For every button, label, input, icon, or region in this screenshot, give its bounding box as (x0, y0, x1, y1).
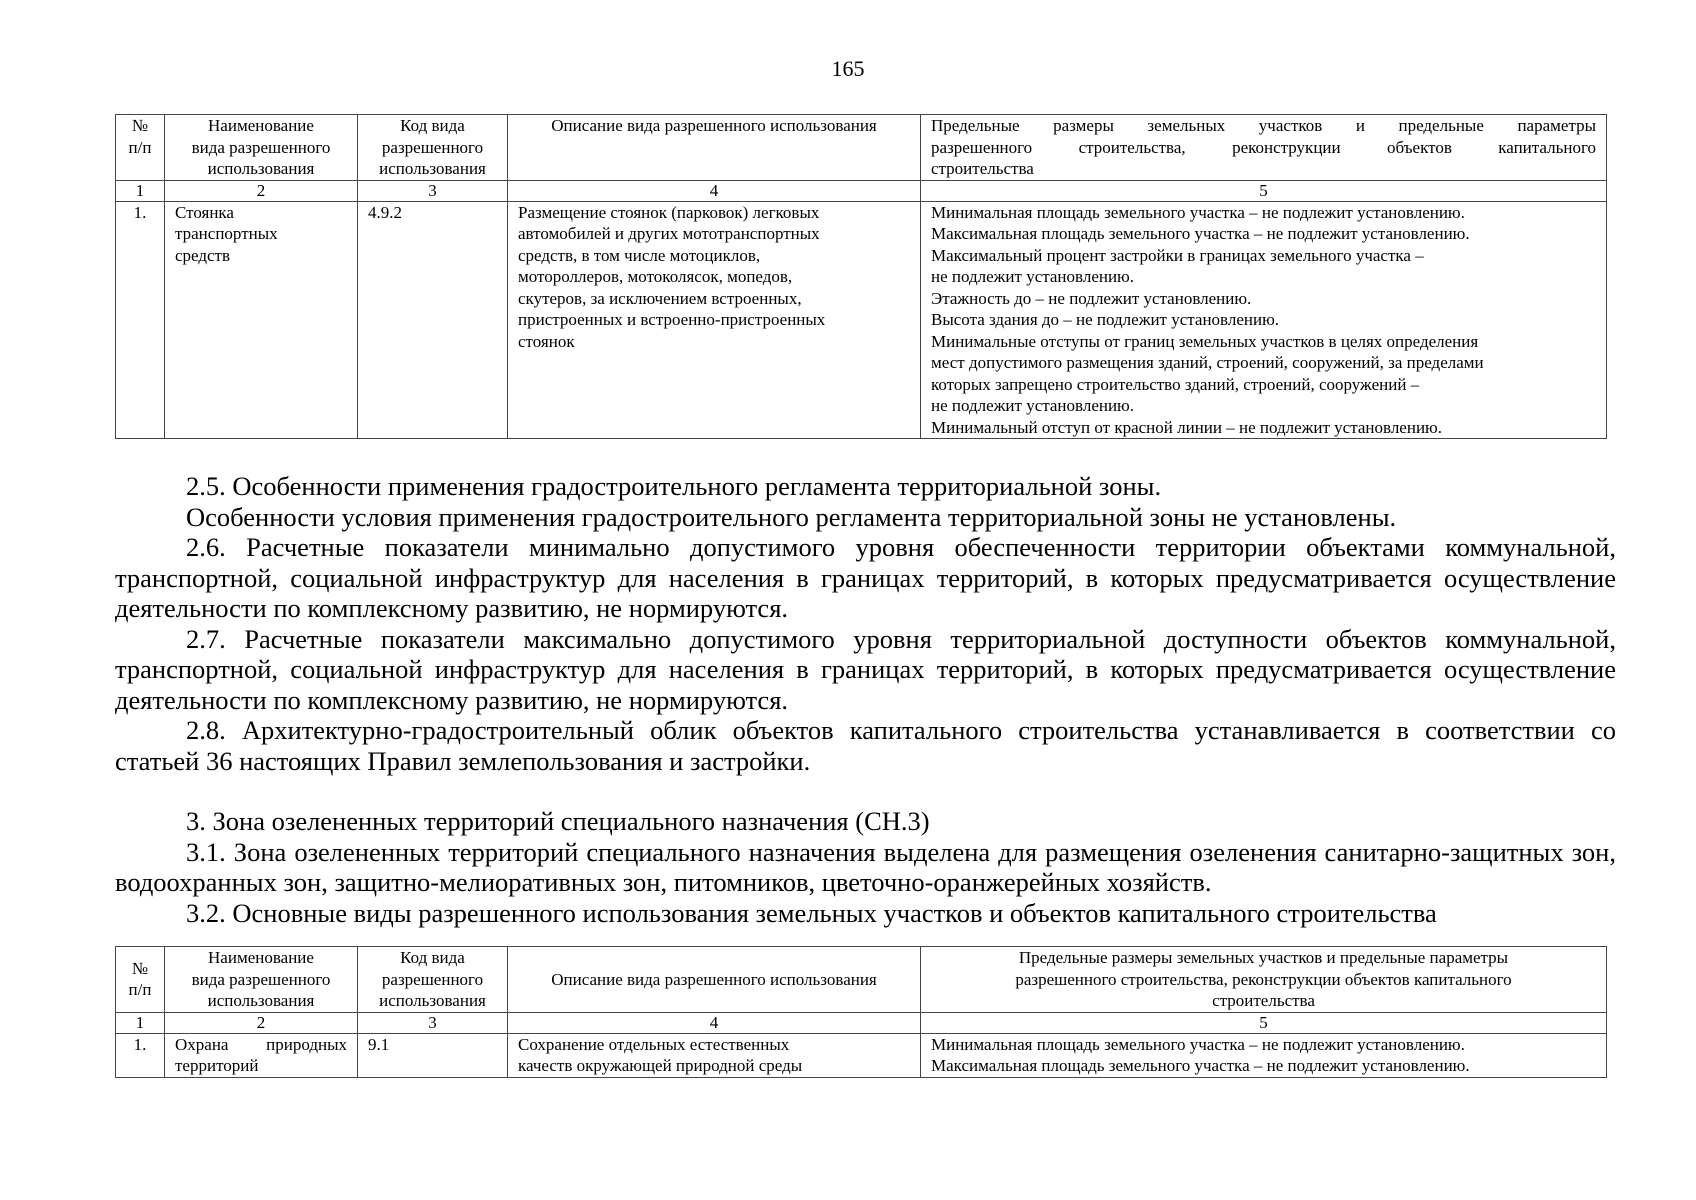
column-number-row (116, 180, 1607, 201)
column-number: 2 (165, 180, 358, 201)
paragraph-2-5-title: 2.5. Особенности применения градостроительного регламента территориальной зоны. (186, 471, 1162, 501)
header-use-description: Описание вида разрешенного использования (508, 947, 921, 1013)
column-number: 4 (508, 180, 921, 201)
paragraph-2-6: 2.6. Расчетные показатели минимально допустимого уровня обеспеченности территории объектами коммунальной, транспортной, социальной инфраструктур для населения в границах территорий, в которых предусматривается осуществление деятельности по комплексному развитию, не нормируются. (115, 532, 1616, 623)
header-num: № п/п (116, 115, 165, 181)
header-num: № п/п (116, 947, 165, 1013)
header-use-description: Описание вида разрешенного использования (508, 115, 921, 181)
column-number-row (116, 1012, 1607, 1033)
table-row (116, 1033, 1607, 1077)
row-number: 1. (116, 201, 165, 439)
column-number: 3 (358, 180, 508, 201)
header-limits: Предельные размеры земельных участков и предельные параметры разрешенного строительства, реконструкции объектов капитального строительства (921, 115, 1607, 181)
column-number: 4 (508, 1012, 921, 1033)
paragraph-2-5-text: Особенности условия применения градостроительного регламента территориальной зоны не установлены. (186, 501, 1397, 532)
column-number: 3 (358, 1012, 508, 1033)
page-number: 165 (831, 56, 865, 81)
row-use-description: Сохранение отдельных естественных качеств окружающей природной среды (508, 1033, 921, 1077)
row-use-name: Стоянка транспортных средств (165, 201, 358, 439)
column-number: 5 (921, 1012, 1607, 1033)
row-use-name: Охрана природных территорий (165, 1033, 358, 1077)
header-use-name: Наименование вида разрешенного использования (165, 115, 358, 181)
row-limits: Минимальная площадь земельного участка – не подлежит установлению. Максимальная площадь земельного участка – не подлежит установлению. (921, 1033, 1607, 1077)
column-number: 1 (116, 180, 165, 201)
permitted-use-table-2 (115, 946, 1607, 1078)
table-header-row (116, 115, 1607, 181)
paragraph-2-8: 2.8. Архитектурно-градостроительный облик объектов капитального строительства устанавливается в соответствии со статьей 36 настоящих Правил землепользования и застройки. (115, 715, 1616, 776)
column-number: 1 (116, 1012, 165, 1033)
section-2-text (115, 471, 1616, 928)
header-use-name: Наименование вида разрешенного использования (165, 947, 358, 1013)
header-use-code: Код вида разрешенного использования (358, 115, 508, 181)
row-use-code: 4.9.2 (358, 201, 508, 439)
row-use-description: Размещение стоянок (парковок) легковых автомобилей и других мототранспортных средств, в том числе мотоциклов, мотороллеров, мотоколясок, мопедов, скутеров, за исключением встроенных, пристроенных и встроенно-пристроенных стоянок (508, 201, 921, 439)
column-number: 5 (921, 180, 1607, 201)
table-header-row (116, 947, 1607, 1013)
paragraph-3-1: 3.1. Зона озелененных территорий специального назначения выделена для размещения озеленения санитарно-защитных зон, водоохранных зон, защитно-мелиоративных зон, питомников, цветочно-оранжерейных хозяйств. (115, 836, 1616, 897)
row-use-code: 9.1 (358, 1033, 508, 1077)
permitted-use-table-1 (115, 114, 1607, 439)
row-limits: Минимальная площадь земельного участка – не подлежит установлению. Максимальная площадь земельного участка – не подлежит установлению. Максимальный процент застройки в границах земельного участка – не подлежит установлению. Этажность до – не подлежит установлению. Высота здания до – не подлежит установлению. Минимальные отступы от границ земельных участков в целях определения мест допустимого размещения зданий, строений, сооружений, за пределами которых запрещено строительство зданий, строений, сооружений – не подлежит установлению. Минимальный отступ от красной линии – не подлежит установлению. (921, 201, 1607, 439)
row-number: 1. (116, 1033, 165, 1077)
paragraph-3-2: 3.2. Основные виды разрешенного использования земельных участков и объектов капитального строительства (186, 897, 1437, 928)
column-number: 2 (165, 1012, 358, 1033)
paragraph-2-7: 2.7. Расчетные показатели максимально допустимого уровня территориальной доступности объектов коммунальной, транспортной, социальной инфраструктур для населения в границах территорий, в которых предусматривается осуществление деятельности по комплексному развитию, не нормируются. (115, 623, 1616, 715)
table-row (116, 201, 1607, 439)
header-limits: Предельные размеры земельных участков и предельные параметры разрешенного строительства, реконструкции объектов капитального строительства (921, 947, 1607, 1013)
header-use-code: Код вида разрешенного использования (358, 947, 508, 1013)
section-3-title: 3. Зона озелененных территорий специального назначения (СН.3) (186, 806, 930, 836)
